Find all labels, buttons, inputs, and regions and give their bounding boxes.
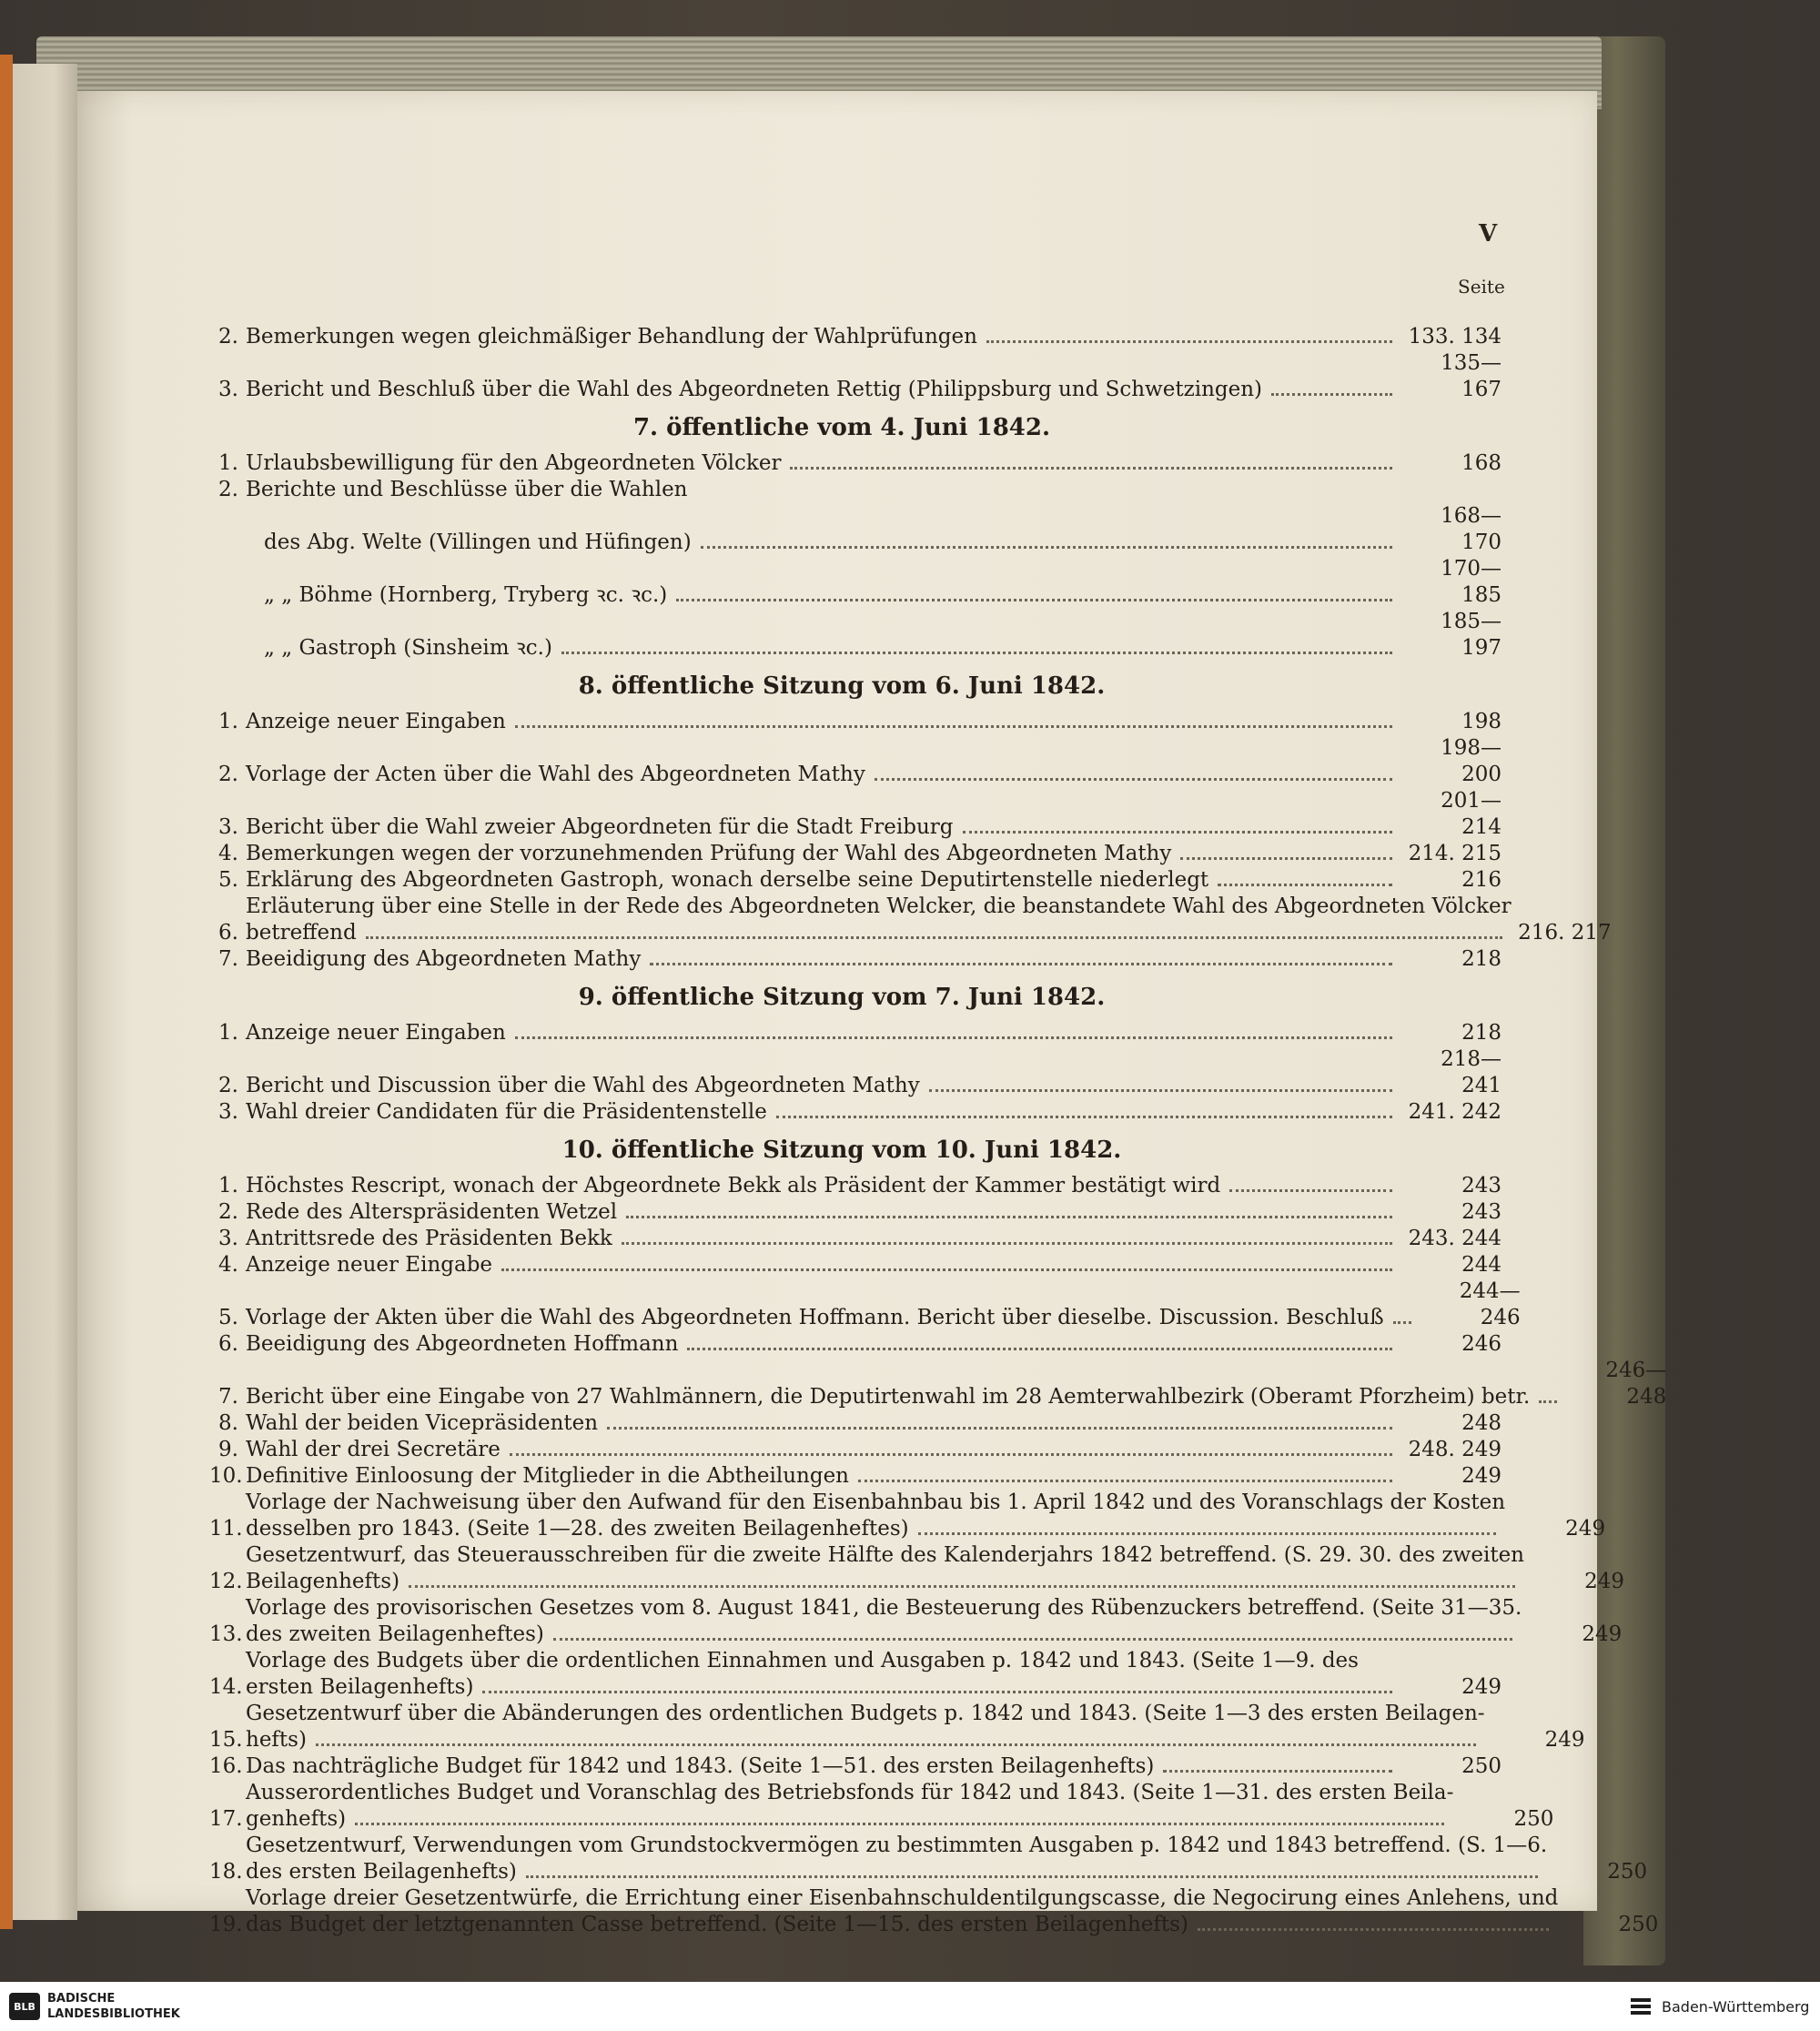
toc-entry	[209, 1753, 1502, 1780]
toc-entry	[209, 1410, 1502, 1437]
entry-page: 216	[1461, 868, 1502, 892]
entry-continuation	[246, 1569, 1524, 1595]
section-heading: 8. öffentliche Sitzung vom 6. Juni 1842.	[578, 672, 1106, 700]
entry-number: 19.	[209, 1913, 243, 1936]
toc-entry	[209, 350, 1502, 403]
entry-text-continued: desselben pro 1843. (Seite 1—28. des zweiten Beilagenheftes)	[246, 1517, 909, 1541]
entry-number: 7.	[218, 947, 238, 971]
entry-body	[246, 1384, 1566, 1410]
entry-text-continued: des ersten Beilagenhefts)	[246, 1860, 517, 1884]
entry-continuation	[246, 1806, 1453, 1833]
entry-body	[246, 1410, 1401, 1437]
entry-page: 241. 242	[1408, 1100, 1502, 1124]
entry-body	[264, 582, 1401, 609]
entry-text: „ „ Gastroph (Sinsheim ꝛc.)	[264, 636, 552, 660]
dot-leader	[918, 1532, 1496, 1535]
entry-body	[246, 1173, 1401, 1199]
entry-page: 246	[1461, 1332, 1502, 1356]
dot-leader	[929, 1089, 1392, 1092]
entry-page: 249	[1461, 1464, 1502, 1488]
entry-number: 8.	[218, 1411, 238, 1435]
toc-entry	[209, 1885, 1659, 1938]
page-number: V	[1479, 220, 1498, 248]
entry-number: 5.	[218, 1306, 238, 1329]
dot-leader	[875, 778, 1392, 781]
dot-leader	[607, 1427, 1392, 1430]
section-heading: 10. öffentliche Sitzung vom 10. Juni 1842.	[561, 1137, 1122, 1164]
toc-entry	[209, 1173, 1502, 1199]
dot-leader	[501, 1268, 1392, 1271]
entry-page: 249	[1584, 1570, 1624, 1593]
entry-text: „ „ Böhme (Hornberg, Tryberg ꝛc. ꝛc.)	[264, 583, 668, 607]
dot-leader	[1539, 1400, 1557, 1403]
dot-leader	[1198, 1928, 1549, 1931]
entry-continuation	[246, 1859, 1547, 1885]
entry-body	[246, 867, 1401, 894]
entry-text: Vorlage der Nachweisung über den Aufwand für den Eisenbahnbau bis 1. April 1842 und des Voranschlags der Kosten	[246, 1490, 1506, 1514]
entry-continuation	[246, 1674, 1401, 1701]
entry-number: 3.	[218, 378, 238, 401]
dot-leader	[1218, 884, 1392, 886]
entry-text: Vorlage der Akten über die Wahl des Abgeordneten Hoffmann. Bericht über dieselbe. Discussion. Beschluß	[246, 1306, 1384, 1329]
baden-wuerttemberg-lions-icon	[1629, 1995, 1653, 2018]
entry-page: 249	[1461, 1675, 1502, 1699]
entry-text: Anzeige neuer Eingaben	[246, 710, 506, 733]
entry-page: 250	[1607, 1860, 1648, 1884]
entry-text: Berichte und Beschlüsse über die Wahlen	[246, 478, 688, 501]
entry-body	[264, 635, 1401, 662]
toc-entry	[209, 1780, 1554, 1833]
entry-body	[246, 1780, 1453, 1833]
entry-text: Vorlage des provisorischen Gesetzes vom 8. August 1841, die Besteuerung des Rübenzuckers betreffend. (Seite 31—35.	[246, 1596, 1522, 1620]
entry-page: 218—241	[1441, 1047, 1502, 1097]
entry-text: Höchstes Rescript, wonach der Abgeordnete Bekk als Präsident der Kammer bestätigt wird	[246, 1174, 1221, 1197]
toc-entry	[209, 1252, 1502, 1278]
entry-text: Bemerkungen wegen der vorzunehmenden Prüfung der Wahl des Abgeordneten Mathy	[246, 842, 1172, 865]
toc-entry	[209, 1099, 1502, 1126]
entry-page: 243	[1461, 1174, 1502, 1197]
entry-text: Erläuterung über eine Stelle in der Rede des Abgeordneten Welcker, die beanstandete Wahl des Abgeordneten Völcker	[246, 894, 1512, 918]
entry-page: 248. 249	[1408, 1438, 1502, 1461]
entry-body	[246, 1437, 1401, 1463]
entry-text: Bericht und Discussion über die Wahl des Abgeordneten Mathy	[246, 1074, 920, 1097]
dot-leader	[355, 1823, 1444, 1825]
entry-text-continued: genhefts)	[246, 1807, 347, 1831]
entry-number: 10.	[209, 1464, 243, 1488]
toc-entry	[209, 1278, 1521, 1331]
entry-text: Bericht über eine Eingabe von 27 Wahlmännern, die Deputirtenwahl im 28 Aemterwahlbezirk (Oberamt Pforzheim) betr.	[246, 1385, 1531, 1409]
toc-entry	[209, 867, 1502, 894]
entry-body	[246, 1833, 1547, 1885]
entry-text: Vorlage der Acten über die Wahl des Abgeordneten Mathy	[246, 763, 865, 786]
dot-leader	[1229, 1189, 1392, 1192]
dot-leader	[510, 1453, 1392, 1456]
entry-page: 198	[1461, 710, 1502, 733]
entry-continuation	[246, 1516, 1505, 1542]
entry-body	[246, 1199, 1401, 1226]
toc-entry	[209, 1199, 1502, 1226]
toc-entry	[209, 1648, 1502, 1701]
entry-continuation	[246, 920, 1512, 946]
entry-text: Bericht über die Wahl zweier Abgeordneten für die Stadt Freiburg	[246, 815, 954, 839]
entry-page: 243	[1461, 1200, 1502, 1224]
entry-page: 214. 215	[1408, 842, 1502, 865]
library-name-line2: LANDESBIBLIOTHEK	[47, 2007, 180, 2021]
entry-number: 1.	[218, 710, 238, 733]
entry-text: Gesetzentwurf, das Steuerausschreiben für die zweite Hälfte des Kalenderjahrs 1842 betreffend. (S. 29. 30. des zweiten	[246, 1543, 1524, 1567]
toc-entry	[209, 1046, 1502, 1099]
entry-text: Urlaubsbewilligung für den Abgeordneten Völcker	[246, 451, 782, 475]
toc-entry	[209, 1833, 1648, 1885]
entry-text: Wahl der beiden Vicepräsidenten	[246, 1411, 599, 1435]
entry-page: 135—167	[1441, 351, 1502, 401]
entry-body	[246, 1073, 1401, 1099]
toc-entry	[209, 1595, 1623, 1648]
toc-entry	[209, 1358, 1667, 1410]
dot-leader	[676, 599, 1392, 601]
entry-body	[246, 1753, 1401, 1780]
seite-label: Seite	[1458, 276, 1505, 298]
entry-number: 15.	[209, 1728, 243, 1752]
entry-page: 170—185	[1441, 557, 1502, 607]
toc-entry	[209, 788, 1502, 841]
entry-text: Bericht und Beschluß über die Wahl des Abgeordneten Rettig (Philippsburg und Schwetzingen)	[246, 378, 1263, 401]
entry-number: 2.	[218, 1200, 238, 1224]
entry-number: 6.	[218, 1332, 238, 1356]
entry-number: 2.	[218, 763, 238, 786]
entry-text: des Abg. Welte (Villingen und Hüfingen)	[264, 530, 692, 554]
entry-page: 250	[1513, 1807, 1554, 1831]
toc-entry	[209, 1226, 1502, 1252]
dot-leader	[1180, 857, 1392, 860]
dot-leader	[1393, 1321, 1411, 1324]
entry-body	[246, 894, 1512, 946]
entry-page: 248	[1461, 1411, 1502, 1435]
entry-body	[246, 1252, 1401, 1278]
entry-text: Anzeige neuer Eingaben	[246, 1021, 506, 1045]
entry-page: 249	[1565, 1517, 1606, 1541]
entry-text: Antrittsrede des Präsidenten Bekk	[246, 1227, 612, 1250]
entry-number: 17.	[209, 1807, 243, 1831]
entry-body	[246, 1463, 1401, 1490]
toc-entry	[209, 324, 1502, 350]
entry-body	[246, 762, 1401, 788]
entry-body	[246, 1701, 1485, 1753]
toc-entry	[209, 1437, 1502, 1463]
library-name	[47, 1991, 180, 2022]
toc-entry	[209, 1331, 1502, 1358]
entry-body	[246, 1305, 1421, 1331]
entry-text: Das nachträgliche Budget für 1842 und 1843. (Seite 1—51. des ersten Beilagenhefts)	[246, 1754, 1155, 1778]
entry-text: Definitive Einloosung der Mitglieder in die Abtheilungen	[246, 1464, 849, 1488]
entry-body	[246, 450, 1401, 477]
dot-leader	[482, 1691, 1392, 1693]
entry-number: 2.	[218, 478, 238, 501]
dot-leader	[515, 1036, 1392, 1039]
toc-entry	[209, 841, 1502, 867]
entry-body	[246, 1885, 1558, 1938]
entry-page: 216. 217	[1518, 921, 1612, 945]
dot-leader	[622, 1242, 1392, 1245]
entry-text-continued: hefts)	[246, 1728, 307, 1752]
entry-page: 168	[1461, 451, 1502, 475]
dot-leader	[626, 1216, 1392, 1218]
toc-entry	[209, 1701, 1585, 1753]
entry-number: 2.	[218, 325, 238, 349]
entry-number: 5.	[218, 868, 238, 892]
entry-text: Gesetzentwurf über die Abänderungen des ordentlichen Budgets p. 1842 und 1843. (Seite 1—3 des ersten Beilagen-	[246, 1702, 1485, 1725]
entry-page: 185—197	[1441, 610, 1502, 660]
dot-leader	[409, 1585, 1515, 1588]
entry-text-continued: betreffend	[246, 921, 357, 945]
entry-page: 201—214	[1441, 789, 1502, 839]
dot-leader	[858, 1480, 1392, 1482]
entry-text: Gesetzentwurf, Verwendungen vom Grundstockvermögen zu bestimmten Ausgaben p. 1842 und 1843 betreffend. (S. 1—6.	[246, 1834, 1548, 1857]
entry-body	[246, 946, 1401, 973]
entry-body	[246, 377, 1401, 403]
toc-entry	[209, 609, 1502, 662]
dot-leader	[553, 1638, 1512, 1641]
entry-text-continued: ersten Beilagenhefts)	[246, 1675, 474, 1699]
dot-leader	[650, 963, 1392, 965]
toc-entry	[209, 1020, 1502, 1046]
entry-body	[246, 1542, 1524, 1595]
entry-text: Rede des Alterspräsidenten Wetzel	[246, 1200, 618, 1224]
entry-body	[264, 530, 1401, 556]
toc-entry	[209, 556, 1502, 609]
entry-number: 7.	[218, 1385, 238, 1409]
table-of-contents	[209, 324, 1667, 1938]
library-name-line1: BADISCHE	[47, 1992, 116, 2006]
entry-text: Wahl der drei Secretäre	[246, 1438, 500, 1461]
entry-number: 2.	[218, 1074, 238, 1097]
dot-leader	[1163, 1770, 1392, 1773]
entry-number: 13.	[209, 1622, 243, 1646]
entry-body	[246, 1020, 1401, 1046]
entry-body	[246, 1648, 1401, 1701]
entry-page: 218	[1461, 947, 1502, 971]
entry-text-continued: das Budget der letztgenannten Casse betreffend. (Seite 1—15. des ersten Beilagenhefts)	[246, 1913, 1188, 1936]
section-heading: 9. öffentliche Sitzung vom 7. Juni 1842.	[578, 984, 1106, 1011]
entry-page: 133. 134	[1408, 325, 1502, 349]
toc-entry	[209, 735, 1502, 788]
toc-entry	[209, 709, 1502, 735]
entry-text: Erklärung des Abgeordneten Gastroph, wonach derselbe seine Deputirtenstelle niederlegt	[246, 868, 1209, 892]
entry-page: 243. 244	[1408, 1227, 1502, 1250]
entry-text: Bemerkungen wegen gleichmäßiger Behandlung der Wahlprüfungen	[246, 325, 977, 349]
entry-number: 6.	[218, 921, 238, 945]
entry-body	[246, 709, 1401, 735]
toc-entry	[209, 450, 1502, 477]
entry-number: 12.	[209, 1570, 243, 1593]
entry-number: 3.	[218, 1100, 238, 1124]
dot-leader	[316, 1743, 1476, 1746]
entry-text: Beeidigung des Abgeordneten Hoffmann	[246, 1332, 679, 1356]
entry-text: Vorlage dreier Gesetzentwürfe, die Errichtung einer Eisenbahnschuldentilgungscasse, die Negocirung eines Anlehens, und	[246, 1886, 1559, 1910]
entry-page: 244—246	[1459, 1279, 1521, 1329]
dot-leader	[515, 725, 1392, 728]
entry-body	[246, 1331, 1401, 1358]
entry-body	[246, 1490, 1505, 1542]
entry-text: Vorlage des Budgets über die ordentlichen Einnahmen und Ausgaben p. 1842 und 1843. (Seite 1—9. des	[246, 1649, 1359, 1672]
entry-number: 1.	[218, 451, 238, 475]
entry-body	[246, 1226, 1401, 1252]
entry-text: Wahl dreier Candidaten für die Präsidentenstelle	[246, 1100, 767, 1124]
entry-body	[246, 1595, 1522, 1648]
toc-entry	[209, 1463, 1502, 1490]
dot-leader	[701, 546, 1392, 549]
blb-logo-icon: BLB	[9, 1993, 40, 2020]
entry-text-continued: Beilagenhefts)	[246, 1570, 400, 1593]
toc-entry	[209, 1490, 1606, 1542]
entry-page: 198—200	[1441, 736, 1502, 786]
entry-page: 249	[1582, 1622, 1623, 1646]
entry-text: Beeidigung des Abgeordneten Mathy	[246, 947, 642, 971]
entry-page: 246—248	[1605, 1359, 1667, 1409]
entry-number: 11.	[209, 1517, 243, 1541]
entry-number: 16.	[209, 1754, 243, 1778]
entry-body	[246, 324, 1401, 350]
footer-bar	[0, 1982, 1820, 2031]
entry-number: 9.	[218, 1438, 238, 1461]
entry-number: 1.	[218, 1174, 238, 1197]
entry-text: Ausserordentliches Budget und Voranschlag des Betriebsfonds für 1842 und 1843. (Seite 1—31. des ersten Beila-	[246, 1781, 1454, 1804]
entry-body	[246, 477, 1401, 503]
entry-body	[246, 1099, 1401, 1126]
entry-page: 249	[1544, 1728, 1585, 1752]
dot-leader	[963, 831, 1392, 834]
entry-number: 3.	[218, 1227, 238, 1250]
entry-number: 4.	[218, 1253, 238, 1277]
toc-entry	[209, 477, 1502, 503]
toc-entry	[209, 894, 1612, 946]
entry-page: 218	[1461, 1021, 1502, 1045]
dot-leader	[687, 1348, 1392, 1350]
entry-continuation	[246, 1727, 1485, 1753]
entry-body	[246, 814, 1401, 841]
state-name: Baden-Württemberg	[1662, 1998, 1810, 2016]
entry-text-continued: des zweiten Beilagenheftes)	[246, 1622, 544, 1646]
entry-text: Anzeige neuer Eingabe	[246, 1253, 493, 1277]
entry-page: 250	[1461, 1754, 1502, 1778]
left-binding	[0, 55, 13, 1929]
section-heading: 7. öffentliche vom 4. Juni 1842.	[632, 414, 1051, 441]
dot-leader	[1271, 393, 1392, 396]
dot-leader	[776, 1116, 1392, 1118]
dot-leader	[561, 652, 1392, 654]
entry-page: 244	[1461, 1253, 1502, 1277]
dot-leader	[790, 467, 1392, 470]
toc-entry	[209, 946, 1502, 973]
entry-number: 3.	[218, 815, 238, 839]
entry-body	[246, 841, 1401, 867]
entry-number: 18.	[209, 1860, 243, 1884]
dot-leader	[526, 1875, 1538, 1878]
entry-continuation	[246, 1622, 1522, 1648]
entry-number: 4.	[218, 842, 238, 865]
entry-number: 14.	[209, 1675, 243, 1699]
entry-page: 250	[1618, 1913, 1659, 1936]
toc-entry	[209, 503, 1502, 556]
entry-continuation	[246, 1912, 1558, 1938]
entry-number: 1.	[218, 1021, 238, 1045]
dot-leader	[986, 340, 1392, 343]
entry-page: 168—170	[1441, 504, 1502, 554]
toc-entry	[209, 1542, 1624, 1595]
dot-leader	[366, 936, 1502, 939]
